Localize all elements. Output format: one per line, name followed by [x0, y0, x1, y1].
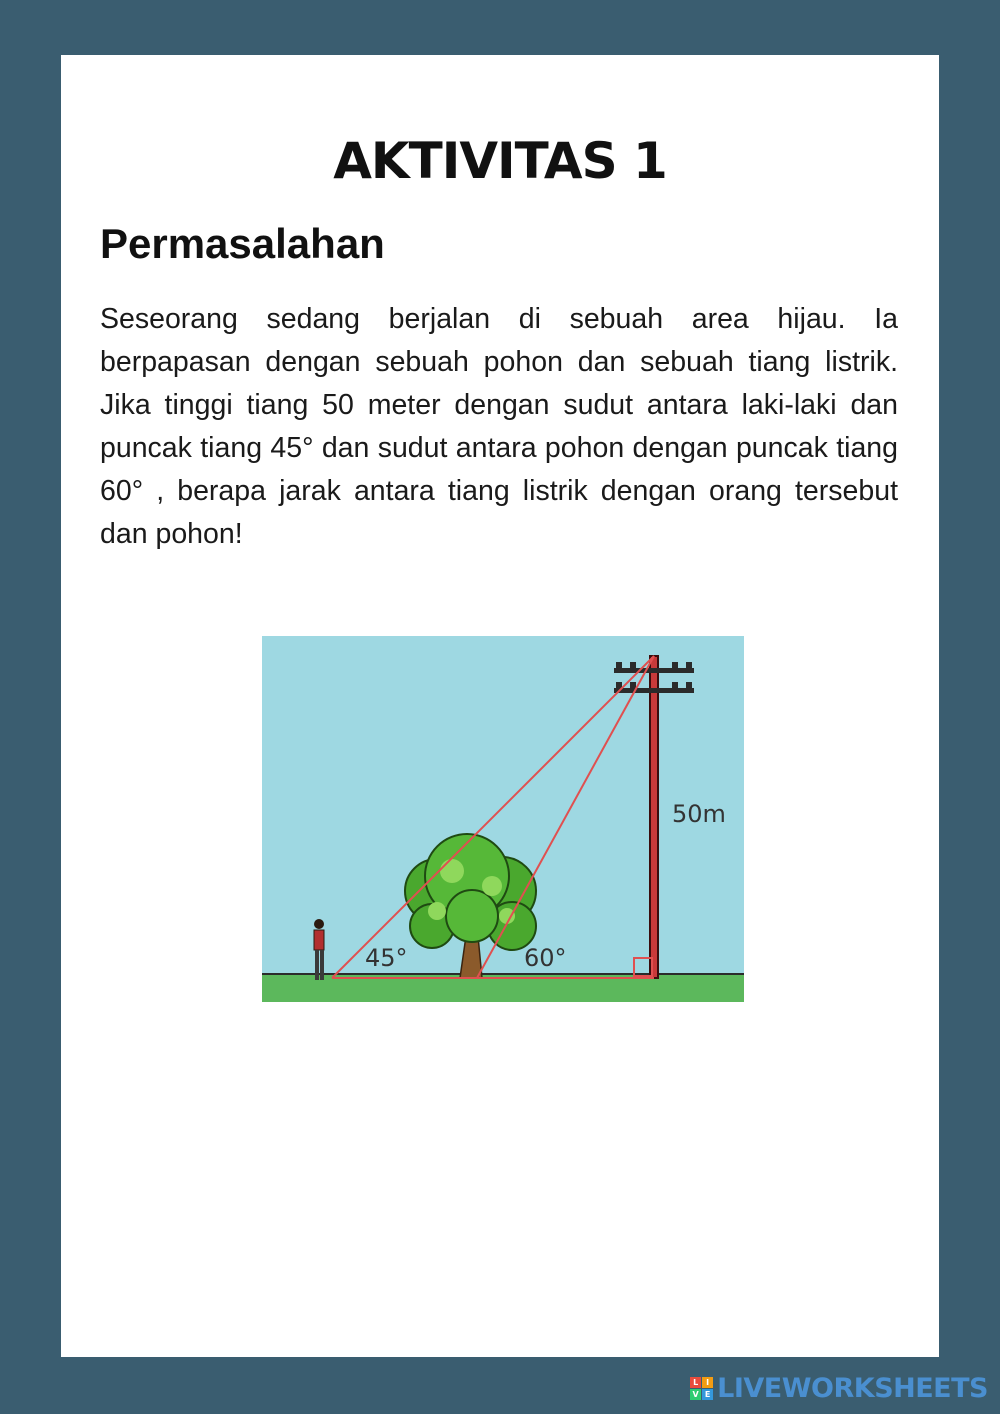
logo-letter: E [702, 1389, 713, 1400]
illustration-svg [262, 636, 744, 1002]
liveworksheets-logo-icon [690, 1377, 713, 1400]
logo-letter: I [702, 1377, 713, 1388]
angle-label-person: 45° [365, 944, 408, 972]
logo-letter: L [690, 1377, 701, 1388]
angle-label-tree: 60° [524, 944, 567, 972]
problem-text: Seseorang sedang berjalan di sebuah area hijau. Ia berpapasan dengan sebuah pohon dan sebuah tiang listrik. Jika tinggi tiang 50 meter dengan sudut antara laki-laki dan puncak tiang 45° dan sudut antara pohon dengan puncak tiang 60° , berapa jarak antara tiang listrik dengan orang tersebut dan pohon! [100, 303, 898, 550]
liveworksheets-footer [690, 1373, 988, 1404]
pole-height-label: 50m [672, 800, 726, 828]
section-heading: Permasalahan [100, 220, 385, 267]
page-title: AKTIVITAS 1 [333, 132, 667, 190]
logo-letter: V [690, 1389, 701, 1400]
problem-illustration [262, 636, 744, 1002]
brand-name: LIVEWORKSHEETS [717, 1373, 988, 1404]
